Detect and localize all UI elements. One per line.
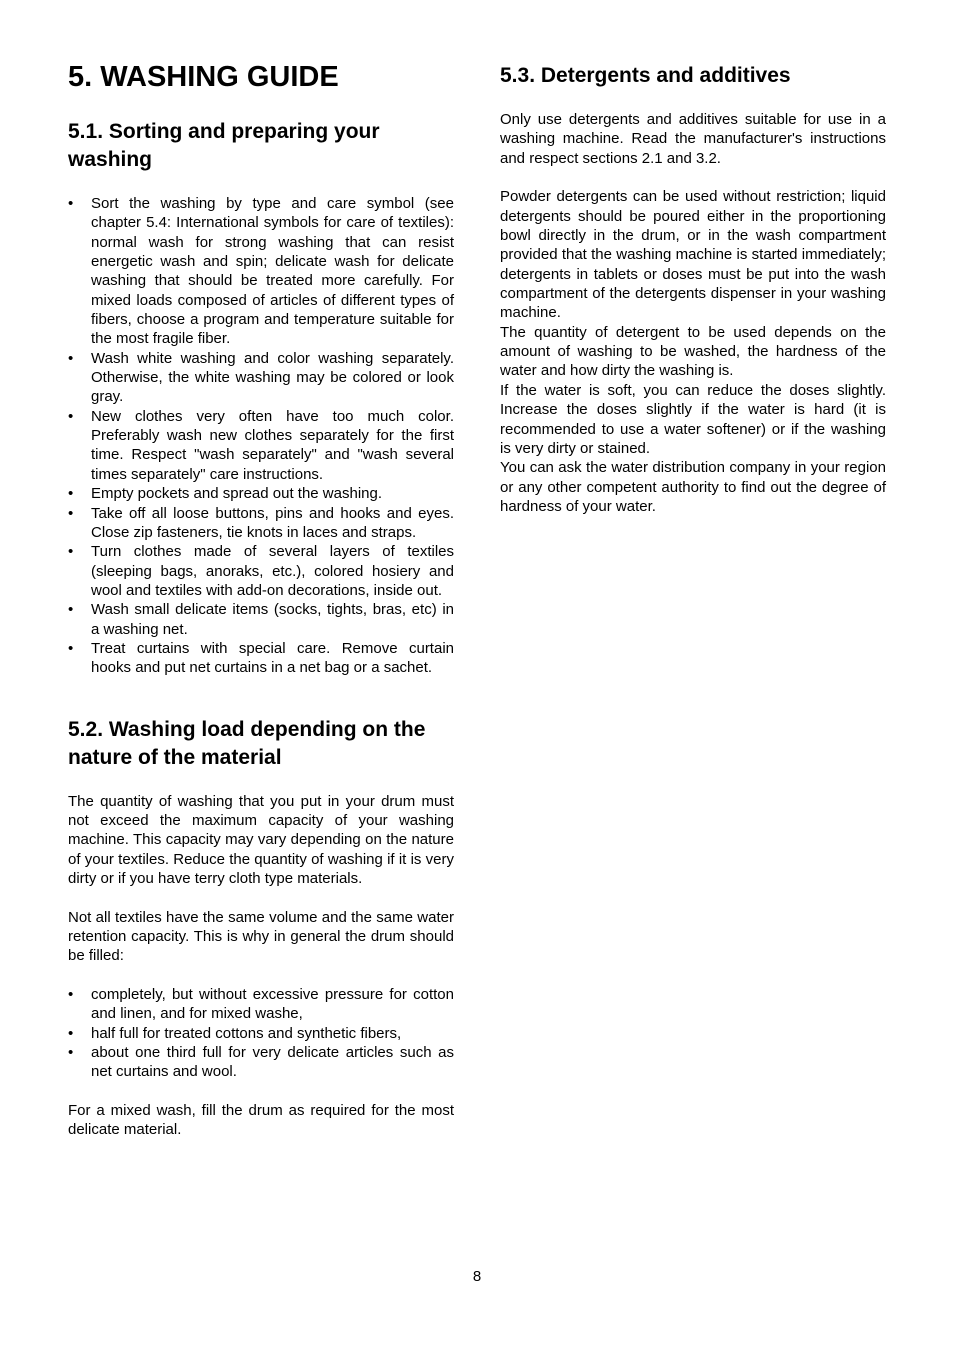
list-item: • New clothes very often have too much color. Preferably wash new clothes separately for the first time. Respect "wash separately" and "wash several times separately" care instructions. (68, 407, 454, 483)
section-52-paragraph: Not all textiles have the same volume and the same water retention capacity. This is why in general the drum should be filled: (68, 908, 454, 965)
bullet-icon: • (68, 601, 74, 619)
bullet-icon: • (68, 543, 74, 561)
bullet-icon: • (68, 485, 74, 503)
section-51-list (68, 194, 454, 678)
list-item: • Turn clothes made of several layers of textiles (sleeping bags, anoraks, etc.), colored hosiery and wool and textiles with add-on decorations, inside out. (68, 543, 454, 599)
list-item: • about one third full for very delicate articles such as net curtains and wool. (68, 1044, 454, 1081)
section-52-paragraph: The quantity of washing that you put in your drum must not exceed the maximum capacity of your washing machine. This capacity may vary depending on the nature of your textiles. Reduce the quantity of washing if it is very dirty or if you have terry cloth type materials. (68, 792, 454, 887)
list-item: • completely, but without excessive pressure for cotton and linen, and for mixed washe, (68, 986, 454, 1023)
section-52-heading: 5.2. Washing load depending on the nature of the material (68, 717, 426, 769)
section-52-list (68, 985, 454, 1082)
bullet-icon: • (68, 195, 74, 212)
section-52-paragraph: For a mixed wash, fill the drum as required for the most delicate material. (68, 1102, 454, 1139)
bullet-icon: • (68, 349, 74, 367)
list-item: • Take off all loose buttons, pins and hooks and eyes. Close zip fasteners, tie knots in laces and straps. (68, 504, 454, 541)
right-column (500, 62, 886, 516)
page-title: 5. WASHING GUIDE (68, 61, 339, 93)
bullet-icon: • (68, 1024, 74, 1042)
list-item: • Treat curtains with special care. Remove curtain hooks and put net curtains in a net bag or a sachet. (68, 639, 454, 677)
bullet-icon: • (68, 1044, 74, 1062)
section-53-paragraph: The quantity of detergent to be used depends on the amount of washing to be washed, the hardness of the water and how dirty the washing is. (500, 323, 886, 380)
list-item: • Wash small delicate items (socks, tights, bras, etc) in a washing net. (68, 601, 454, 638)
section-51-heading: 5.1. Sorting and preparing your washing (68, 120, 380, 171)
bullet-icon: • (68, 639, 74, 657)
section-53-heading: 5.3. Detergents and additives (500, 64, 791, 87)
bullet-icon: • (68, 986, 74, 1004)
left-column (68, 58, 454, 1140)
list-item: • Sort the washing by type and care symbol (see chapter 5.4: International symbols for care of textiles): normal wash for strong washing that can resist energetic wash and spin; delicate wash for delicate washing that should be treated more carefully. For mixed loads composed of articles of different types of fibers, choose a program and temperature suitable for the most fragile fiber. (68, 195, 454, 348)
list-item: • Empty pockets and spread out the washing. (68, 485, 383, 503)
bullet-icon: • (68, 407, 74, 425)
section-53-paragraph: You can ask the water distribution company in your region or any other competent authority to find out the degree of hardness of your water. (500, 459, 886, 515)
section-53-paragraph: Powder detergents can be used without restriction; liquid detergents should be poured either in the proportioning bowl directly in the drum, or in the wash compartment provided that the washing machine is started immediately; detergents in tablets or doses must be put into the wash compartment of the detergents dispenser in your washing machine. (500, 188, 886, 322)
section-53-paragraph: Only use detergents and additives suitable for use in a washing machine. Read the manufacturer's instructions and respect sections 2.1 and 3.2. (500, 111, 886, 167)
page-number: 8 (472, 1268, 482, 1285)
list-item: • half full for treated cottons and synthetic fibers, (68, 1024, 402, 1042)
list-item: • Wash white washing and color washing separately. Otherwise, the white washing may be colored or look gray. (68, 349, 454, 406)
bullet-icon: • (68, 504, 74, 522)
section-53-paragraph: If the water is soft, you can reduce the doses slightly. Increase the doses slightly if the water is hard (it is recommended to use a water softener) or if the washing is very dirty or stained. (500, 381, 886, 457)
